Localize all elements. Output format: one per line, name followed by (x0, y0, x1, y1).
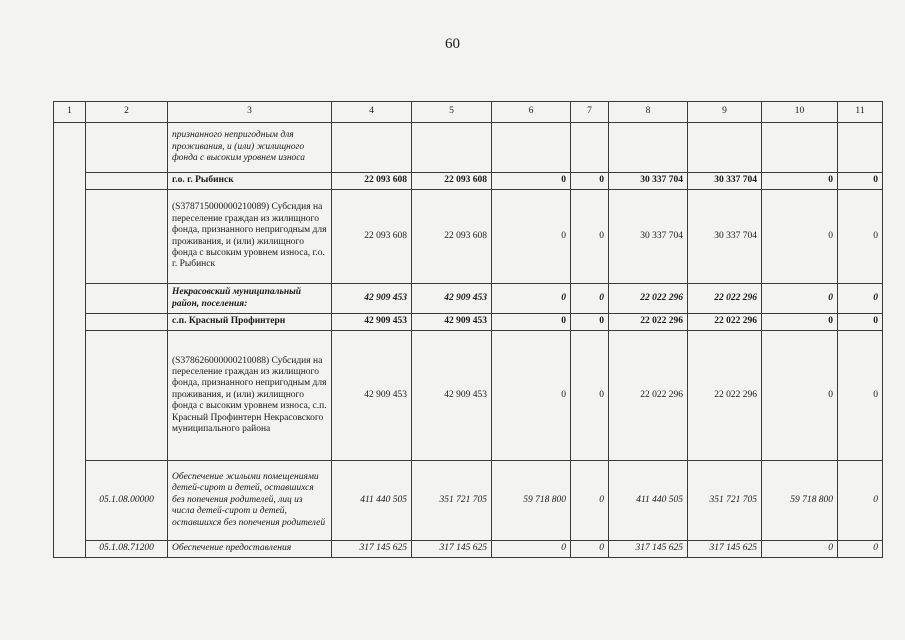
amount-cell: 30 337 704 (609, 190, 688, 284)
amount-cell: 351 721 705 (688, 461, 762, 541)
amount-cell: 0 (571, 284, 609, 314)
amount-cell: 0 (838, 331, 883, 461)
amount-cell: 22 022 296 (609, 314, 688, 331)
table-row (54, 314, 883, 331)
amount-cell: 22 022 296 (688, 284, 762, 314)
amount-cell: 411 440 505 (332, 461, 412, 541)
amount-cell (688, 123, 762, 173)
budget-code-cell (86, 190, 168, 284)
amount-cell: 0 (571, 173, 609, 190)
budget-code-cell: 05.1.08.00000 (86, 461, 168, 541)
amount-cell: 0 (762, 541, 838, 558)
amount-cell: 351 721 705 (412, 461, 492, 541)
column-1-cell (54, 123, 86, 558)
amount-cell: 0 (571, 461, 609, 541)
description-cell: г.о. г. Рыбинск (168, 173, 332, 190)
description-cell: (S378626000000210088) Субсидия на переселение граждан из жилищного фонда, признанного непригодным для проживания, и (или) жилищного фонда с высоким уровнем износа, с.п. Красный Профинтерн Некрасовского муниципального района (168, 331, 332, 461)
amount-cell (838, 123, 883, 173)
amount-cell: 0 (838, 284, 883, 314)
amount-cell (571, 123, 609, 173)
amount-cell: 0 (492, 541, 571, 558)
amount-cell: 0 (492, 190, 571, 284)
header-cell: 8 (609, 102, 688, 123)
header-cell: 5 (412, 102, 492, 123)
amount-cell: 0 (838, 314, 883, 331)
amount-cell (332, 123, 412, 173)
amount-cell: 317 145 625 (688, 541, 762, 558)
amount-cell: 22 022 296 (609, 331, 688, 461)
amount-cell: 0 (762, 314, 838, 331)
amount-cell: 0 (492, 331, 571, 461)
amount-cell: 0 (571, 541, 609, 558)
header-cell: 3 (168, 102, 332, 123)
header-row (54, 102, 883, 123)
amount-cell: 317 145 625 (332, 541, 412, 558)
description-cell: Обеспечение жилыми помещениями детей-сирот и детей, оставшихся без попечения родителей, лиц из числа детей-сирот и детей, оставшихся без попечения родителей (168, 461, 332, 541)
amount-cell: 0 (838, 461, 883, 541)
amount-cell: 22 093 608 (412, 173, 492, 190)
description-cell: признанного непригодным для проживания, и (или) жилищного фонда с высоким уровнем износа (168, 123, 332, 173)
header-cell: 10 (762, 102, 838, 123)
amount-cell: 22 022 296 (609, 284, 688, 314)
amount-cell: 22 022 296 (688, 331, 762, 461)
amount-cell (412, 123, 492, 173)
amount-cell: 0 (571, 314, 609, 331)
amount-cell: 22 093 608 (332, 173, 412, 190)
budget-code-cell (86, 331, 168, 461)
amount-cell: 30 337 704 (688, 190, 762, 284)
amount-cell: 42 909 453 (332, 284, 412, 314)
table-row (54, 461, 883, 541)
amount-cell: 0 (838, 173, 883, 190)
amount-cell: 42 909 453 (332, 314, 412, 331)
amount-cell: 0 (762, 173, 838, 190)
amount-cell (492, 123, 571, 173)
amount-cell: 42 909 453 (412, 331, 492, 461)
amount-cell: 59 718 800 (762, 461, 838, 541)
amount-cell: 0 (492, 314, 571, 331)
header-cell: 4 (332, 102, 412, 123)
amount-cell: 411 440 505 (609, 461, 688, 541)
description-cell: Некрасовский муниципальный район, поселения: (168, 284, 332, 314)
budget-code-cell: 05.1.08.71200 (86, 541, 168, 558)
amount-cell: 30 337 704 (609, 173, 688, 190)
amount-cell: 59 718 800 (492, 461, 571, 541)
amount-cell: 0 (762, 190, 838, 284)
amount-cell: 317 145 625 (412, 541, 492, 558)
amount-cell: 22 093 608 (332, 190, 412, 284)
header-cell: 6 (492, 102, 571, 123)
header-cell: 1 (54, 102, 86, 123)
table-row (54, 284, 883, 314)
description-cell: Обеспечение предоставления (168, 541, 332, 558)
budget-table (53, 101, 883, 558)
amount-cell: 0 (492, 173, 571, 190)
amount-cell: 0 (838, 190, 883, 284)
header-cell: 7 (571, 102, 609, 123)
amount-cell: 22 093 608 (412, 190, 492, 284)
amount-cell: 0 (838, 541, 883, 558)
budget-code-cell (86, 173, 168, 190)
header-cell: 2 (86, 102, 168, 123)
amount-cell: 42 909 453 (412, 314, 492, 331)
amount-cell: 0 (762, 331, 838, 461)
table-row (54, 331, 883, 461)
amount-cell: 0 (571, 331, 609, 461)
header-cell: 11 (838, 102, 883, 123)
budget-code-cell (86, 123, 168, 173)
header-cell: 9 (688, 102, 762, 123)
page-number: 60 (445, 36, 460, 52)
amount-cell (609, 123, 688, 173)
amount-cell: 0 (492, 284, 571, 314)
amount-cell: 317 145 625 (609, 541, 688, 558)
amount-cell: 22 022 296 (688, 314, 762, 331)
table-row (54, 190, 883, 284)
amount-cell (762, 123, 838, 173)
budget-code-cell (86, 284, 168, 314)
amount-cell: 42 909 453 (412, 284, 492, 314)
table-row (54, 541, 883, 558)
description-cell: (S378715000000210089) Субсидия на переселение граждан из жилищного фонда, признанного непригодным для проживания, и (или) жилищного фонда с высоким уровнем износа, г.о. г. Рыбинск (168, 190, 332, 284)
budget-code-cell (86, 314, 168, 331)
description-cell: с.п. Красный Профинтерн (168, 314, 332, 331)
amount-cell: 0 (762, 284, 838, 314)
amount-cell: 0 (571, 190, 609, 284)
table-row (54, 173, 883, 190)
amount-cell: 42 909 453 (332, 331, 412, 461)
amount-cell: 30 337 704 (688, 173, 762, 190)
table-row (54, 123, 883, 173)
